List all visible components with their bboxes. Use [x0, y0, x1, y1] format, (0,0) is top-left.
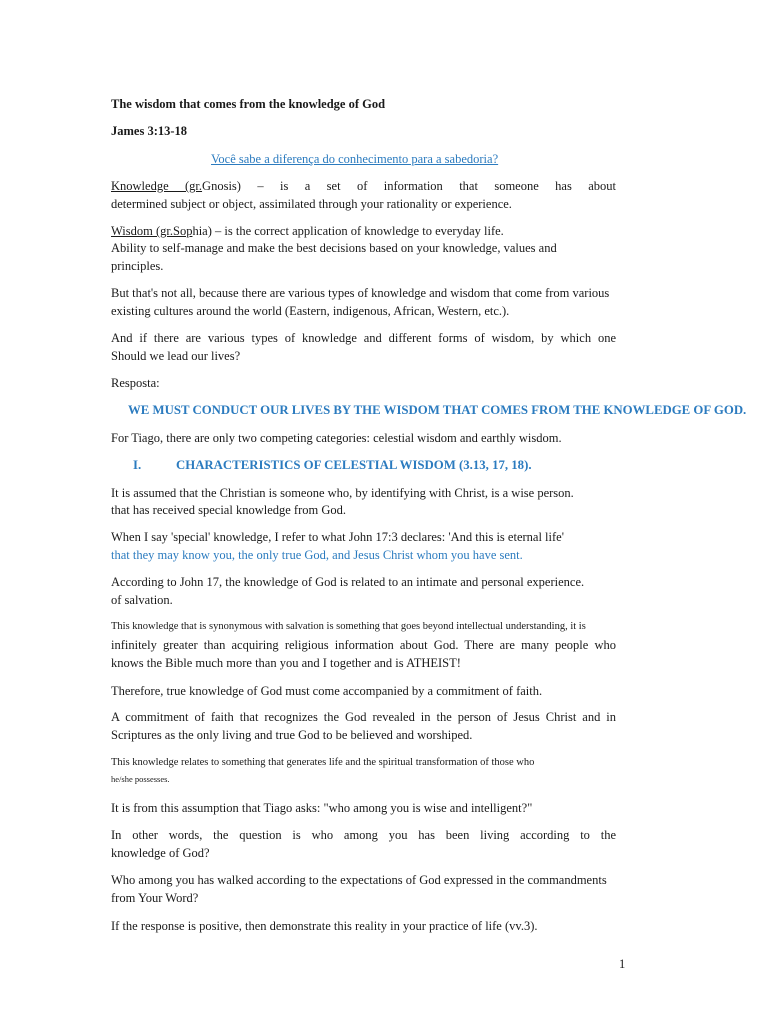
john17-line-1: According to John 17, the knowledge of God is related to an intimate and personal experience.: [111, 575, 585, 589]
other-words-line-1: In other words, the question is who among you has been living according to the: [111, 828, 616, 842]
cultures-line-2: existing cultures around the world (Eastern, indigenous, African, Western, etc.).: [111, 304, 510, 318]
special-line-2-quote: that they may know you, the only true God, and Jesus Christ whom you have sent.: [111, 548, 523, 562]
knowledge-line-2: determined subject or object, assimilated through your rationality or experience.: [111, 197, 512, 211]
other-words-line-2: knowledge of God?: [111, 846, 210, 860]
cultures-line-1: But that's not all, because there are various types of knowledge and wisdom that come from various: [111, 286, 610, 300]
relates-line-2: he/she possesses.: [111, 774, 170, 784]
assumption-paragraph: It is from this assumption that Tiago asks: "who among you is wise and intelligent?": [111, 801, 533, 815]
which-line-2: Should we lead our lives?: [111, 349, 241, 363]
synonymous-line-1: This knowledge that is synonymous with salvation is something that goes beyond intellectual understanding, it is: [111, 621, 586, 632]
commitment-line-2: Scriptures as the only living and true God to be believed and worshiped.: [111, 728, 473, 742]
page-number: 1: [619, 957, 626, 971]
synonymous-line-3: knows the Bible much more than you and I together and is ATHEIST!: [111, 656, 461, 670]
section-number: I.: [133, 458, 142, 472]
special-line-1: When I say 'special' knowledge, I refer to what John 17:3 declares: 'And this is eternal life': [111, 530, 564, 544]
scripture-reference: James 3:13-18: [111, 124, 188, 138]
wisdom-line-3: principles.: [111, 259, 164, 273]
wisdom-line-1: Wisdom (gr.Sophia) – is the correct application of knowledge to everyday life.: [111, 224, 504, 238]
question-link[interactable]: Você sabe a diferença do conhecimento para a sabedoria?: [211, 152, 499, 166]
synonymous-line-2: infinitely greater than acquiring religious information about God. There are many people who: [111, 638, 616, 652]
answer-label: Resposta:: [111, 376, 160, 390]
commitment-line-1: A commitment of faith that recognizes the God revealed in the person of Jesus Christ and in: [111, 710, 616, 724]
assumed-line-2: that has received special knowledge from God.: [111, 503, 346, 517]
which-line-1: And if there are various types of knowledge and different forms of wisdom, by which one: [111, 331, 616, 345]
therefore-paragraph: Therefore, true knowledge of God must come accompanied by a commitment of faith.: [111, 684, 543, 698]
walked-line-1: Who among you has walked according to the expectations of God expressed in the commandments: [111, 873, 607, 887]
relates-line-1: This knowledge relates to something that generates life and the spiritual transformation of those who: [111, 757, 535, 768]
knowledge-term: Knowledge (gr.: [111, 179, 203, 193]
positive-paragraph: If the response is positive, then demonstrate this reality in your practice of life (vv.3).: [111, 919, 538, 933]
assumed-line-1: It is assumed that the Christian is someone who, by identifying with Christ, is a wise person.: [111, 486, 574, 500]
section-title: CHARACTERISTICS OF CELESTIAL WISDOM (3.13, 17, 18).: [176, 458, 532, 472]
for-tiago: For Tiago, there are only two competing categories: celestial wisdom and earthly wisdom.: [111, 431, 562, 445]
john17-line-2: of salvation.: [111, 593, 173, 607]
walked-line-2: from Your Word?: [111, 891, 199, 905]
wisdom-line-2: Ability to self-manage and make the best decisions based on your knowledge, values and: [111, 241, 557, 255]
wisdom-term: Wisdom (gr.Sop: [111, 224, 193, 238]
document-title: The wisdom that comes from the knowledge of God: [111, 97, 386, 111]
answer-heading: WE MUST CONDUCT OUR LIVES BY THE WISDOM THAT COMES FROM THE KNOWLEDGE OF GOD.: [128, 403, 747, 417]
knowledge-line-1: Knowledge (gr.Gnosis) – is a set of information that someone has about: [111, 179, 617, 193]
